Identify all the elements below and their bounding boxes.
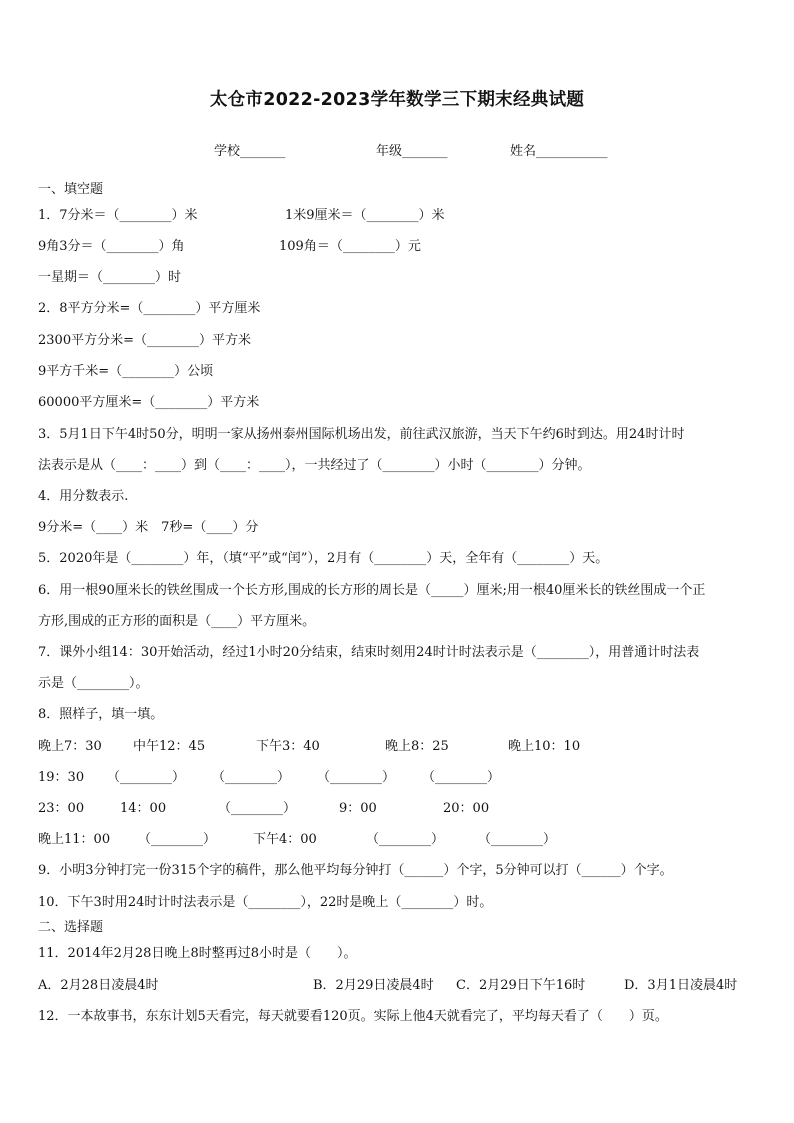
q8-r3-c1: 23：00 [38,801,85,816]
q8-r3-c3: （________） [218,801,297,816]
q11-stem: 11．2014年2月28日晚上8时整再过8小时是（ ）。 [38,946,357,961]
q8-r1-c4: 晚上8：25 [385,739,449,754]
q1-e: 一星期＝（________）时 [38,270,182,285]
q1-b: 1米9厘米＝（________）米 [285,208,445,223]
q2-a: 2．8平方分米=（________）平方厘米 [38,301,261,316]
q8-r1-c3: 下午3：40 [256,739,320,754]
q11-option-d: D．3月1日凌晨4时 [624,978,738,993]
q4-line2: 9分米=（____）米 7秒=（____）分 [38,520,259,535]
q8-r4-c2: （________） [138,832,217,847]
q7-line1: 7．课外小组14：30开始活动，经过1小时20分结束，结束时刻用24时计时法表示是（________），用普通计时法表 [38,645,700,660]
q8-r2-c1: 19：30 [38,770,85,785]
q8-r1-c5: 晚上10：10 [508,739,581,754]
q3-line1: 3．5月1日下午4时50分，明明一家从扬州泰州国际机场出发，前往武汉旅游，当天下午约6时到达。用24时计时 [38,427,685,442]
q8-r2-c3: （________） [212,770,291,785]
q8-r4-c4: （________） [366,832,445,847]
q7-line2: 示是（________）。 [38,676,149,691]
q8-r1-c2: 中午12：45 [133,739,206,754]
q8-r1-c1: 晚上7：30 [38,739,102,754]
q8-r3-c4: 9：00 [339,801,377,816]
q6-line2: 方形,围成的正方形的面积是（____）平方厘米。 [38,614,316,629]
q8-r2-c2: （________） [107,770,186,785]
q2-b: 2300平方分米=（________）平方米 [38,333,251,348]
q6-line1: 6．用一根90厘米长的铁丝围成一个长方形,围成的长方形的周长是（_____）厘米;用一根40厘米长的铁丝围成一个正 [38,583,706,598]
q8-head: 8．照样子，填一填。 [38,707,164,722]
name-field: 姓名___________ [510,144,608,159]
q1-d: 109角＝（________）元 [279,239,421,254]
q8-r3-c2: 14：00 [120,801,167,816]
grade-field: 年级_______ [376,144,448,159]
q8-r4-c1: 晚上11：00 [38,832,111,847]
q12: 12．一本故事书，东东计划5天看完，每天就要看120页。实际上他4天就看完了，平均每天看了（ ）页。 [38,1009,668,1024]
q11-option-b: B．2月29日凌晨4时 [313,978,434,993]
q8-r4-c5: （________） [478,832,557,847]
section-choice: 二、选择题 [38,920,104,935]
school-field: 学校_______ [214,144,286,159]
q5: 5．2020年是（________）年，（填“平”或“闰”），2月有（________）天，全年有（________）天。 [38,551,609,566]
q9: 9．小明3分钟打完一份315个字的稿件，那么他平均每分钟打（______）个字，5分钟可以打（______）个字。 [38,863,673,878]
q11-option-a: A．2月28日凌晨4时 [38,978,159,993]
q10: 10．下午3时用24时计时法表示是（________），22时是晚上（________）时。 [38,895,493,910]
q4-line1: 4．用分数表示. [38,489,129,504]
q8-r4-c3: 下午4：00 [253,832,317,847]
q1-a: 1．7分米＝（________）米 [38,208,198,223]
q8-r3-c5: 20：00 [443,801,490,816]
page-title: 太仓市2022-2023学年数学三下期末经典试题 [209,90,585,110]
q8-r2-c4: （________） [317,770,396,785]
section-fill-in: 一、填空题 [38,182,104,197]
q2-d: 60000平方厘米=（________）平方米 [38,395,260,410]
q11-option-c: C．2月29日下午16时 [456,978,586,993]
q2-c: 9平方千米=（________）公顷 [38,364,214,379]
q8-r2-c5: （________） [422,770,501,785]
q3-line2: 法表示是从（____：____）到（____：____），一共经过了（________）小时（________）分钟。 [38,458,591,473]
q1-c: 9角3分＝（________）角 [38,239,185,254]
